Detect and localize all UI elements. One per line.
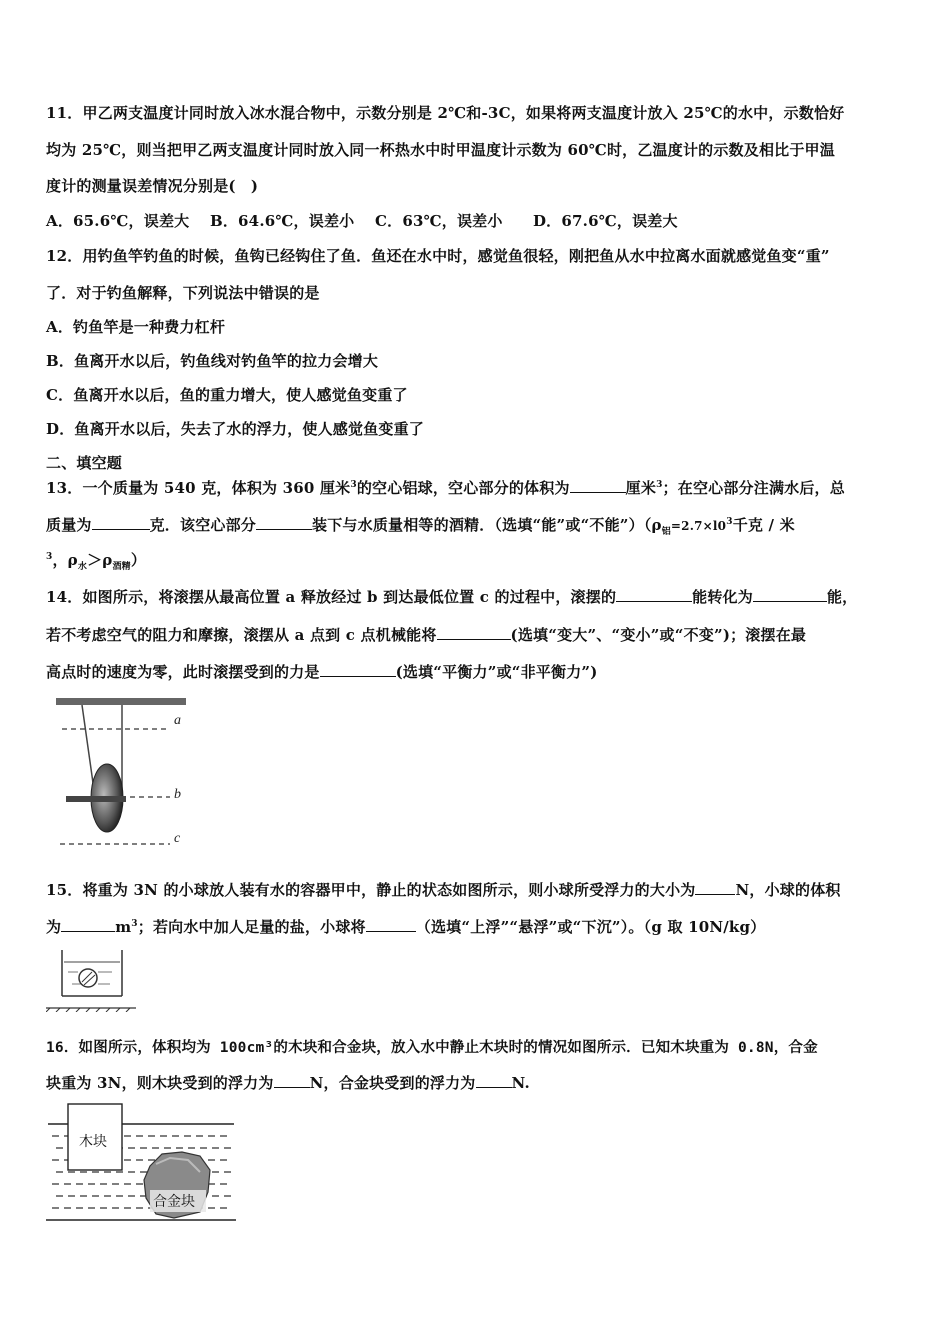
q16-text: N，合金块受到的浮力为 bbox=[309, 1074, 476, 1092]
q14-line3 bbox=[46, 661, 598, 682]
top-bar bbox=[56, 698, 186, 705]
answer-blank[interactable] bbox=[437, 625, 511, 640]
q13-text: 的空心铝球，空心部分的体积为 bbox=[356, 479, 570, 497]
q13-sup: 3 bbox=[350, 480, 357, 490]
answer-blank[interactable] bbox=[753, 587, 827, 602]
q12-option-a: A．钓鱼竿是一种费力杠杆 bbox=[46, 318, 226, 336]
label-a: a bbox=[174, 713, 181, 728]
q12-option-c: C．鱼离开水以后，鱼的重力增大，使人感觉鱼变重了 bbox=[46, 386, 408, 404]
wood-block-label: 木块 bbox=[79, 1134, 107, 1150]
answer-blank[interactable] bbox=[320, 662, 396, 677]
answer-blank[interactable] bbox=[366, 917, 416, 932]
q15-text: m bbox=[115, 918, 132, 936]
q14-text: 能， bbox=[826, 588, 858, 606]
q15-text: 15．将重为 3N 的小球放人装有水的容器甲中，静止的状态如图所示，则小球所受浮力的大小为 bbox=[46, 881, 696, 899]
q13-sup: 3 bbox=[726, 517, 733, 527]
q16-line2 bbox=[46, 1072, 530, 1093]
q14-text: 14．如图所示，将滚摆从最高位置 a 释放经过 b 到达最低位置 c 的过程中，滚摆的 bbox=[46, 588, 617, 606]
q13-text: ；在空心部分注满水后，总 bbox=[662, 479, 845, 497]
q12-line1: 12．用钓鱼竿钓鱼的时候，鱼钩已经钩住了鱼．鱼还在水中时，感觉鱼很轻，刚把鱼从水中拉离水面就感觉鱼变“重” bbox=[46, 247, 830, 265]
q11-line2: 均为 25℃，则当把甲乙两支温度计同时放入同一杯热水中时甲温度计示数为 60℃时，乙温度计的示数及相比于甲温 bbox=[46, 141, 835, 159]
answer-blank[interactable] bbox=[256, 515, 312, 530]
q15-sup: 3 bbox=[131, 919, 138, 929]
alloy-block-label: 合金块 bbox=[153, 1194, 195, 1210]
q13-sup: 3 bbox=[656, 480, 663, 490]
q15-text: 为 bbox=[46, 918, 62, 936]
q15-text: N，小球的体积 bbox=[735, 881, 841, 899]
q16-line1: 16．如图所示，体积均为 100cm³的木块和合金块，放入水中静止木块时的情况如图所示．已知木块重为 0.8N，合金 bbox=[46, 1040, 818, 1056]
q13-text: ＞ρ bbox=[87, 551, 113, 569]
q13-sub: 酒精 bbox=[112, 562, 131, 572]
answer-blank[interactable] bbox=[274, 1073, 310, 1088]
q13-text: ） bbox=[130, 551, 147, 569]
blocks-figure bbox=[46, 1100, 238, 1224]
q13-text: 质量为 bbox=[46, 516, 92, 534]
q15-line1 bbox=[46, 879, 841, 900]
q12-line2: 了．对于钓鱼解释，下列说法中错误的是 bbox=[46, 284, 320, 302]
q13-text: 千克 / 米 bbox=[732, 516, 795, 534]
section-heading: 二、填空题 bbox=[46, 454, 123, 472]
q13-text: 克．该空心部分 bbox=[149, 516, 257, 534]
string-left bbox=[82, 705, 94, 790]
q16-text: 块重为 3N，则木块受到的浮力为 bbox=[46, 1074, 274, 1092]
answer-blank[interactable] bbox=[616, 587, 692, 602]
label-b: b bbox=[174, 787, 181, 802]
q13-text: 装下与水质量相等的酒精．（选填“能”或“不能”）（ρ bbox=[312, 516, 662, 534]
ball bbox=[79, 969, 97, 987]
q13-sub: 水 bbox=[77, 562, 88, 572]
q13-text: 13．一个质量为 540 克，体积为 360 厘米 bbox=[46, 479, 351, 497]
q14-text: 高点时的速度为零，此时滚摆受到的力是 bbox=[46, 663, 320, 681]
answer-blank[interactable] bbox=[695, 880, 735, 895]
q15-text: ；若向水中加人足量的盐，小球将 bbox=[137, 918, 366, 936]
q14-text: (选填“变大”、“变小”或“不变”)；滚摆在最 bbox=[510, 626, 807, 644]
q14-text: 能转化为 bbox=[692, 588, 753, 606]
q15-line2 bbox=[46, 916, 765, 937]
axle bbox=[66, 796, 126, 802]
q15-text: （选填“上浮”“悬浮”或“下沉”）。（g 取 10N/kg） bbox=[415, 918, 766, 936]
q13-text: 厘米 bbox=[625, 479, 657, 497]
answer-blank[interactable] bbox=[92, 515, 150, 530]
q13-line2 bbox=[46, 514, 795, 537]
q13-line3 bbox=[46, 549, 146, 572]
q14-line2 bbox=[46, 624, 806, 645]
q12-option-d: D．鱼离开水以后，失去了水的浮力，使人感觉鱼变重了 bbox=[46, 420, 425, 438]
q11-options: A．65.6℃，误差大 B．64.6℃，误差小 C．63℃，误差小 D．67.6℃，误差大 bbox=[46, 212, 678, 230]
q13-line1 bbox=[46, 477, 845, 498]
q13-text: ，ρ bbox=[52, 551, 78, 569]
answer-blank[interactable] bbox=[61, 917, 115, 932]
container-figure bbox=[46, 948, 138, 1012]
q12-option-b: B．鱼离开水以后，钓鱼线对钓鱼竿的拉力会增大 bbox=[46, 352, 379, 370]
q14-line1 bbox=[46, 586, 857, 607]
q14-text: (选填“平衡力”或“非平衡力”) bbox=[395, 663, 598, 681]
label-c: c bbox=[174, 831, 181, 846]
q13-sup: 3 bbox=[46, 552, 53, 562]
q16-text: N. bbox=[511, 1074, 530, 1092]
q11-line3: 度计的测量误差情况分别是( ) bbox=[46, 177, 259, 195]
answer-blank[interactable] bbox=[570, 478, 626, 493]
q13-sub: 铝 bbox=[661, 527, 671, 537]
q11-line1: 11．甲乙两支温度计同时放入冰水混合物中，示数分别是 2℃和-3C，如果将两支温度计放入 25℃的水中，示数恰好 bbox=[46, 104, 845, 122]
pendulum-figure bbox=[52, 694, 222, 852]
answer-blank[interactable] bbox=[476, 1073, 512, 1088]
q13-text: =2.7×l0 bbox=[670, 519, 727, 533]
q14-text: 若不考虑空气的阻力和摩擦，滚摆从 a 点到 c 点机械能将 bbox=[46, 626, 437, 644]
